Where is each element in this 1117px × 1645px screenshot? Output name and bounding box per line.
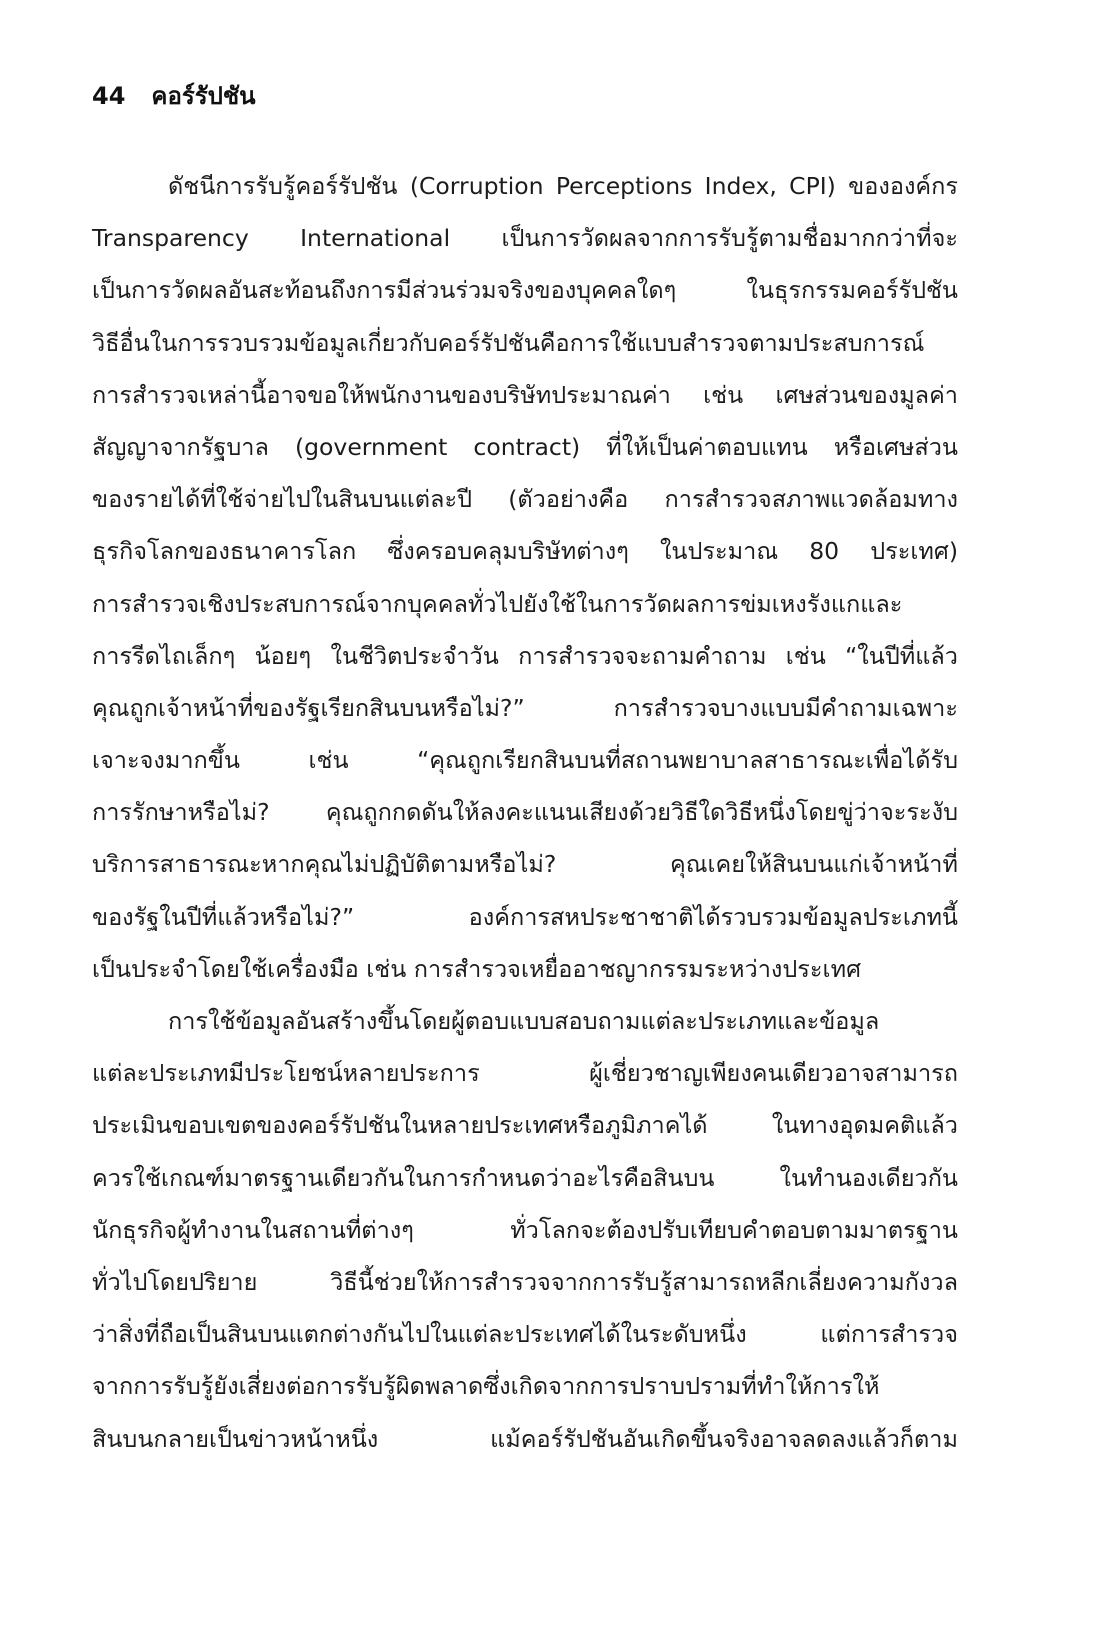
page-number: 44: [92, 82, 126, 110]
text-line: เจาะจงมากขึ้น เช่น “คุณถูกเรียกสินบนที่สถานพยาบาลสาธารณะเพื่อได้รับ: [92, 746, 958, 775]
text-line: ประเมินขอบเขตของคอร์รัปชันในหลายประเทศหรือภูมิภาคได้ ในทางอุดมคติแล้ว: [92, 1111, 958, 1140]
body-text: [92, 160, 958, 1465]
text-line: ของรัฐในปีที่แล้วหรือไม่?” องค์การสหประชาชาติได้รวบรวมข้อมูลประเภทนี้: [92, 902, 958, 931]
text-line: เป็นการวัดผลอันสะท้อนถึงการมีส่วนร่วมจริงของบุคคลใดๆ ในธุรกรรมคอร์รัปชัน: [92, 276, 958, 305]
text-line: การรักษาหรือไม่? คุณถูกกดดันให้ลงคะแนนเสียงด้วยวิธีใดวิธีหนึ่งโดยขู่ว่าจะระงับ: [92, 798, 958, 827]
text-line: เป็นประจำโดยใช้เครื่องมือ เช่น การสำรวจเหยื่ออาชญากรรมระหว่างประเทศ: [92, 954, 861, 983]
text-line: การสำรวจเชิงประสบการณ์จากบุคคลทั่วไปยังใช้ในการวัดผลการข่มเหงรังแกและ: [92, 589, 903, 618]
running-head: [92, 78, 256, 114]
text-line: การใช้ข้อมูลอันสร้างขึ้นโดยผู้ตอบแบบสอบถามแต่ละประเภทและข้อมูล: [168, 1007, 880, 1035]
text-line: สินบนกลายเป็นข่าวหน้าหนึ่ง แม้คอร์รัปชันอันเกิดขึ้นจริงอาจลดลงแล้วก็ตาม: [92, 1424, 958, 1453]
text-line: ทั่วไปโดยปริยาย วิธีนี้ช่วยให้การสำรวจจากการรับรู้สามารถหลีกเลี่ยงความกังวล: [92, 1267, 958, 1296]
text-line: บริการสาธารณะหากคุณไม่ปฏิบัติตามหรือไม่? คุณเคยให้สินบนแก่เจ้าหน้าที่: [92, 850, 958, 879]
running-title: คอร์รัปชัน: [151, 82, 256, 110]
text-line: วิธีอื่นในการรวบรวมข้อมูลเกี่ยวกับคอร์รัปชันคือการใช้แบบสำรวจตามประสบการณ์: [92, 328, 925, 357]
text-line: แต่ละประเภทมีประโยชน์หลายประการ ผู้เชี่ยวชาญเพียงคนเดียวอาจสามารถ: [92, 1059, 958, 1088]
text-line: Transparency International เป็นการวัดผลจากการรับรู้ตามชื่อมากกว่าที่จะ: [92, 224, 958, 253]
text-line: การรีดไถเล็กๆ น้อยๆ ในชีวิตประจำวัน การสำรวจจะถามคำถาม เช่น “ในปีที่แล้ว: [92, 641, 958, 670]
text-line: ธุรกิจโลกของธนาคารโลก ซึ่งครอบคลุมบริษัทต่างๆ ในประมาณ 80 ประเทศ): [92, 537, 958, 566]
text-line: ของรายได้ที่ใช้จ่ายไปในสินบนแต่ละปี (ตัวอย่างคือ การสำรวจสภาพแวดล้อมทาง: [92, 485, 958, 514]
text-line: ควรใช้เกณฑ์มาตรฐานเดียวกันในการกำหนดว่าอะไรคือสินบน ในทำนองเดียวกัน: [92, 1163, 958, 1192]
text-line: นักธุรกิจผู้ทำงานในสถานที่ต่างๆ ทั่วโลกจะต้องปรับเทียบคำตอบตามมาตรฐาน: [92, 1215, 958, 1244]
text-line: คุณถูกเจ้าหน้าที่ของรัฐเรียกสินบนหรือไม่?” การสำรวจบางแบบมีคำถามเฉพาะ: [92, 693, 958, 722]
text-line: ดัชนีการรับรู้คอร์รัปชัน (Corruption Perceptions Index, CPI) ขององค์กร: [168, 172, 958, 200]
text-line: ว่าสิ่งที่ถือเป็นสินบนแตกต่างกันไปในแต่ละประเทศได้ในระดับหนึ่ง แต่การสำรวจ: [92, 1320, 958, 1349]
text-line: สัญญาจากรัฐบาล (government contract) ที่ให้เป็นค่าตอบแทน หรือเศษส่วน: [92, 432, 958, 461]
text-line: จากการรับรู้ยังเสี่ยงต่อการรับรู้ผิดพลาดซึ่งเกิดจากการปราบปรามที่ทำให้การให้: [92, 1372, 880, 1401]
text-line: การสำรวจเหล่านี้อาจขอให้พนักงานของบริษัทประมาณค่า เช่น เศษส่วนของมูลค่า: [92, 380, 958, 409]
